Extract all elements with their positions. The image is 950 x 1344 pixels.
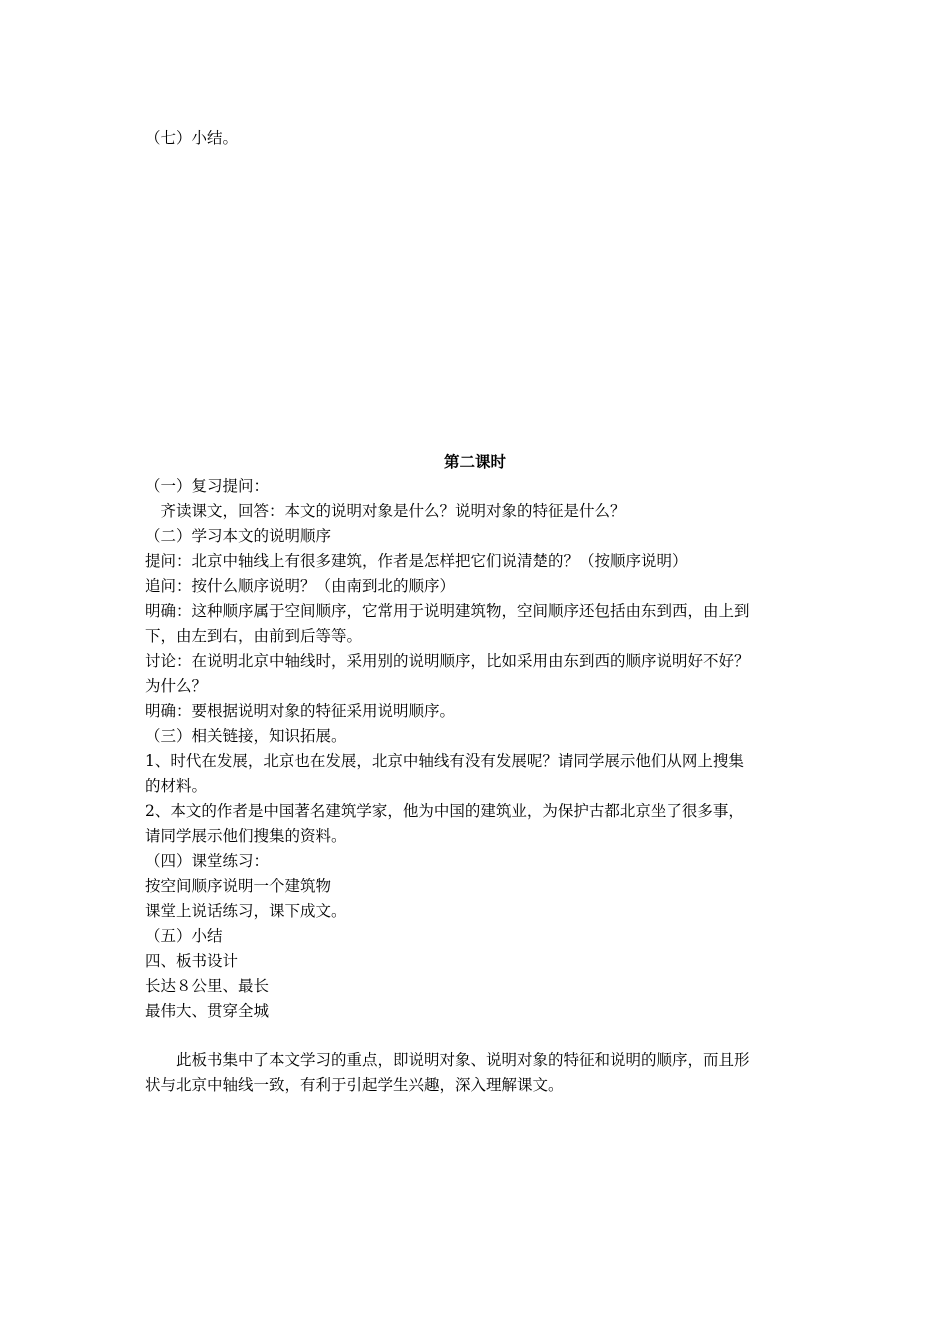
body-line: 1、时代在发展，北京也在发展，北京中轴线有没有发展呢？请同学展示他们从网上搜集 [145,752,744,770]
lesson-title: 第二课时 [443,453,506,471]
body-line: 下，由左到右，由前到后等等。 [145,627,363,645]
body-line: （三）相关链接，知识拓展。 [145,727,347,745]
body-line: 最伟大、贯穿全城 [145,1002,270,1020]
body-line: 2、本文的作者是中国著名建筑学家，他为中国的建筑业，为保护古都北京坐了很多事， [145,802,744,820]
body-line: 课堂上说话练习，课下成文。 [145,902,347,920]
body-line: 按空间顺序说明一个建筑物 [145,877,332,895]
body-line: 明确：这种顺序属于空间顺序，它常用于说明建筑物，空间顺序还包括由东到西，由上到 [145,602,750,620]
body-line: 请同学展示他们搜集的资料。 [145,827,347,845]
body-line: 四、板书设计 [145,952,239,970]
body-line: 长达８公里、最长 [145,977,270,995]
closing-paragraph-line: 此板书集中了本文学习的重点，即说明对象、说明对象的特征和说明的顺序，而且形 [145,1051,750,1069]
body-line: 齐读课文，回答：本文的说明对象是什么？说明对象的特征是什么？ [145,502,626,520]
body-line: 提问：北京中轴线上有很多建筑，作者是怎样把它们说清楚的？（按顺序说明） [145,552,688,570]
closing-paragraph-line: 状与北京中轴线一致，有利于引起学生兴趣，深入理解课文。 [145,1076,564,1094]
body-line: 追问：按什么顺序说明？（由南到北的顺序） [145,577,456,595]
body-line: 讨论：在说明北京中轴线时，采用别的说明顺序，比如采用由东到西的顺序说明好不好？ [145,652,750,670]
body-line: （一）复习提问： [145,477,270,495]
body-line: 明确：要根据说明对象的特征采用说明顺序。 [145,702,456,720]
body-line: （五）小结 [145,927,223,945]
summary-heading: （七）小结。 [145,129,239,147]
body-line: 为什么？ [145,677,208,695]
body-line: 的材料。 [145,777,208,795]
body-line: （二）学习本文的说明顺序 [145,527,332,545]
body-line: （四）课堂练习： [145,852,270,870]
